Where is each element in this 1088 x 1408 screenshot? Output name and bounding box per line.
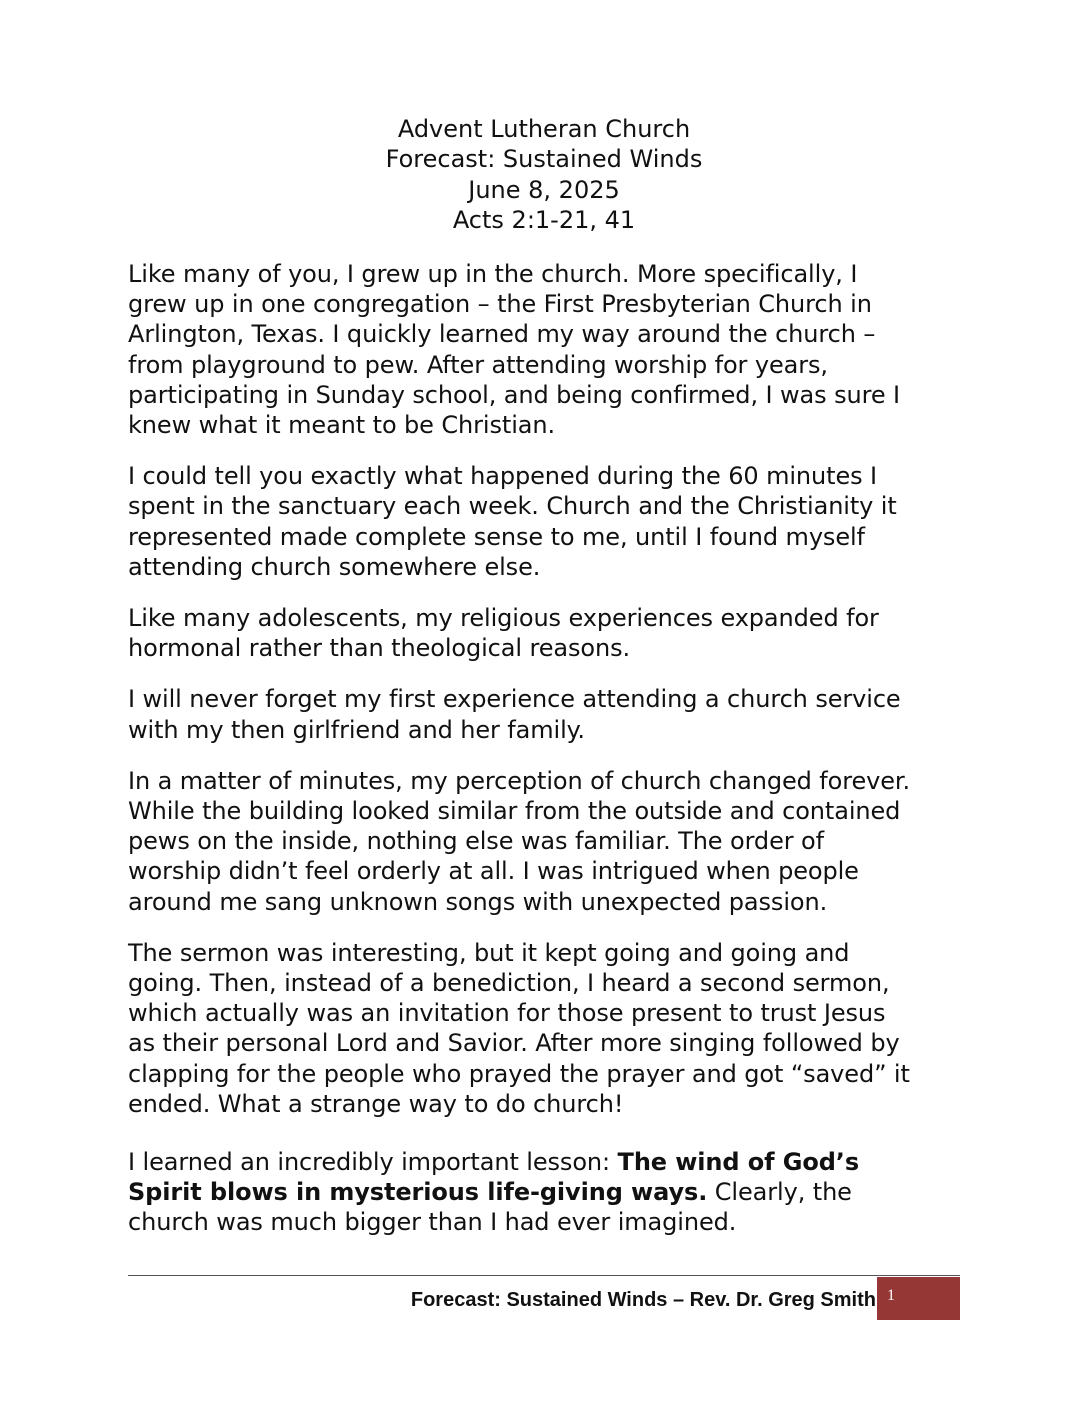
text-line: participating in Sunday school, and being confirmed, I was sure I: [128, 380, 901, 409]
paragraph: [128, 684, 968, 744]
text-line: In a matter of minutes, my perception of church changed forever.: [128, 766, 910, 795]
text-line: I could tell you exactly what happened during the 60 minutes I: [128, 462, 878, 491]
emphasis-text: Spirit blows in mysterious life-giving ways.: [128, 1178, 708, 1207]
page-number: 1: [887, 1287, 895, 1304]
text-line: worship didn’t feel orderly at all. I was intrigued when people: [128, 857, 859, 886]
text-line: church was much bigger than I had ever imagined.: [128, 1208, 737, 1237]
emphasis-text: The wind of God’s: [617, 1148, 860, 1177]
paragraph: [128, 938, 968, 1119]
text-line: While the building looked similar from the outside and contained: [128, 797, 901, 826]
plain-text: I learned an incredibly important lesson:: [128, 1148, 618, 1177]
text-line: pews on the inside, nothing else was familiar. The order of: [128, 827, 824, 856]
sermon-header: [128, 114, 960, 236]
text-line: [128, 1147, 968, 1177]
paragraph: [128, 766, 968, 917]
page-number-badge: [877, 1277, 960, 1320]
text-line: Like many of you, I grew up in the church. More specifically, I: [128, 260, 858, 288]
text-line: represented made complete sense to me, until I found myself: [128, 522, 865, 551]
text-line: clapping for the people who prayed the prayer and got “saved” it: [128, 1059, 910, 1088]
text-line: Arlington, Texas. I quickly learned my way around the church –: [128, 320, 876, 349]
text-line: with my then girlfriend and her family.: [128, 715, 585, 744]
sermon-title: Forecast: Sustained Winds: [385, 145, 703, 174]
text-line: The sermon was interesting, but it kept going and going and: [128, 938, 850, 967]
text-line: knew what it meant to be Christian.: [128, 411, 556, 440]
paragraph: [128, 259, 968, 440]
sermon-body: [128, 259, 968, 1238]
closing-paragraph: [128, 1147, 968, 1238]
footer-title: Forecast: Sustained Winds – Rev. Dr. Greg Smith: [410, 1289, 876, 1311]
text-line: grew up in one congregation – the First Presbyterian Church in: [128, 290, 872, 319]
text-line: spent in the sanctuary each week. Church and the Christianity it: [128, 492, 897, 521]
scripture-reference: Acts 2:1-21, 41: [452, 206, 636, 235]
text-line: Like many adolescents, my religious experiences expanded for: [128, 604, 879, 633]
text-line: [128, 1177, 968, 1207]
plain-text: Clearly, the: [707, 1178, 852, 1207]
text-line: as their personal Lord and Savior. After more singing followed by: [128, 1029, 900, 1058]
church-name: Advent Lutheran Church: [397, 115, 691, 143]
text-line: attending church somewhere else.: [128, 552, 541, 581]
text-line: I will never forget my first experience attending a church service: [128, 685, 901, 714]
footer-divider: [128, 1275, 960, 1276]
paragraph: [128, 603, 968, 663]
sermon-date: June 8, 2025: [468, 175, 620, 204]
text-line: ended. What a strange way to do church!: [128, 1089, 624, 1118]
paragraph: [128, 461, 968, 582]
text-line: from playground to pew. After attending worship for years,: [128, 350, 828, 379]
text-line: going. Then, instead of a benediction, I heard a second sermon,: [128, 969, 890, 998]
text-line: around me sang unknown songs with unexpected passion.: [128, 887, 828, 916]
text-line: hormonal rather than theological reasons.: [128, 634, 631, 663]
text-line: which actually was an invitation for those present to trust Jesus: [128, 999, 886, 1028]
